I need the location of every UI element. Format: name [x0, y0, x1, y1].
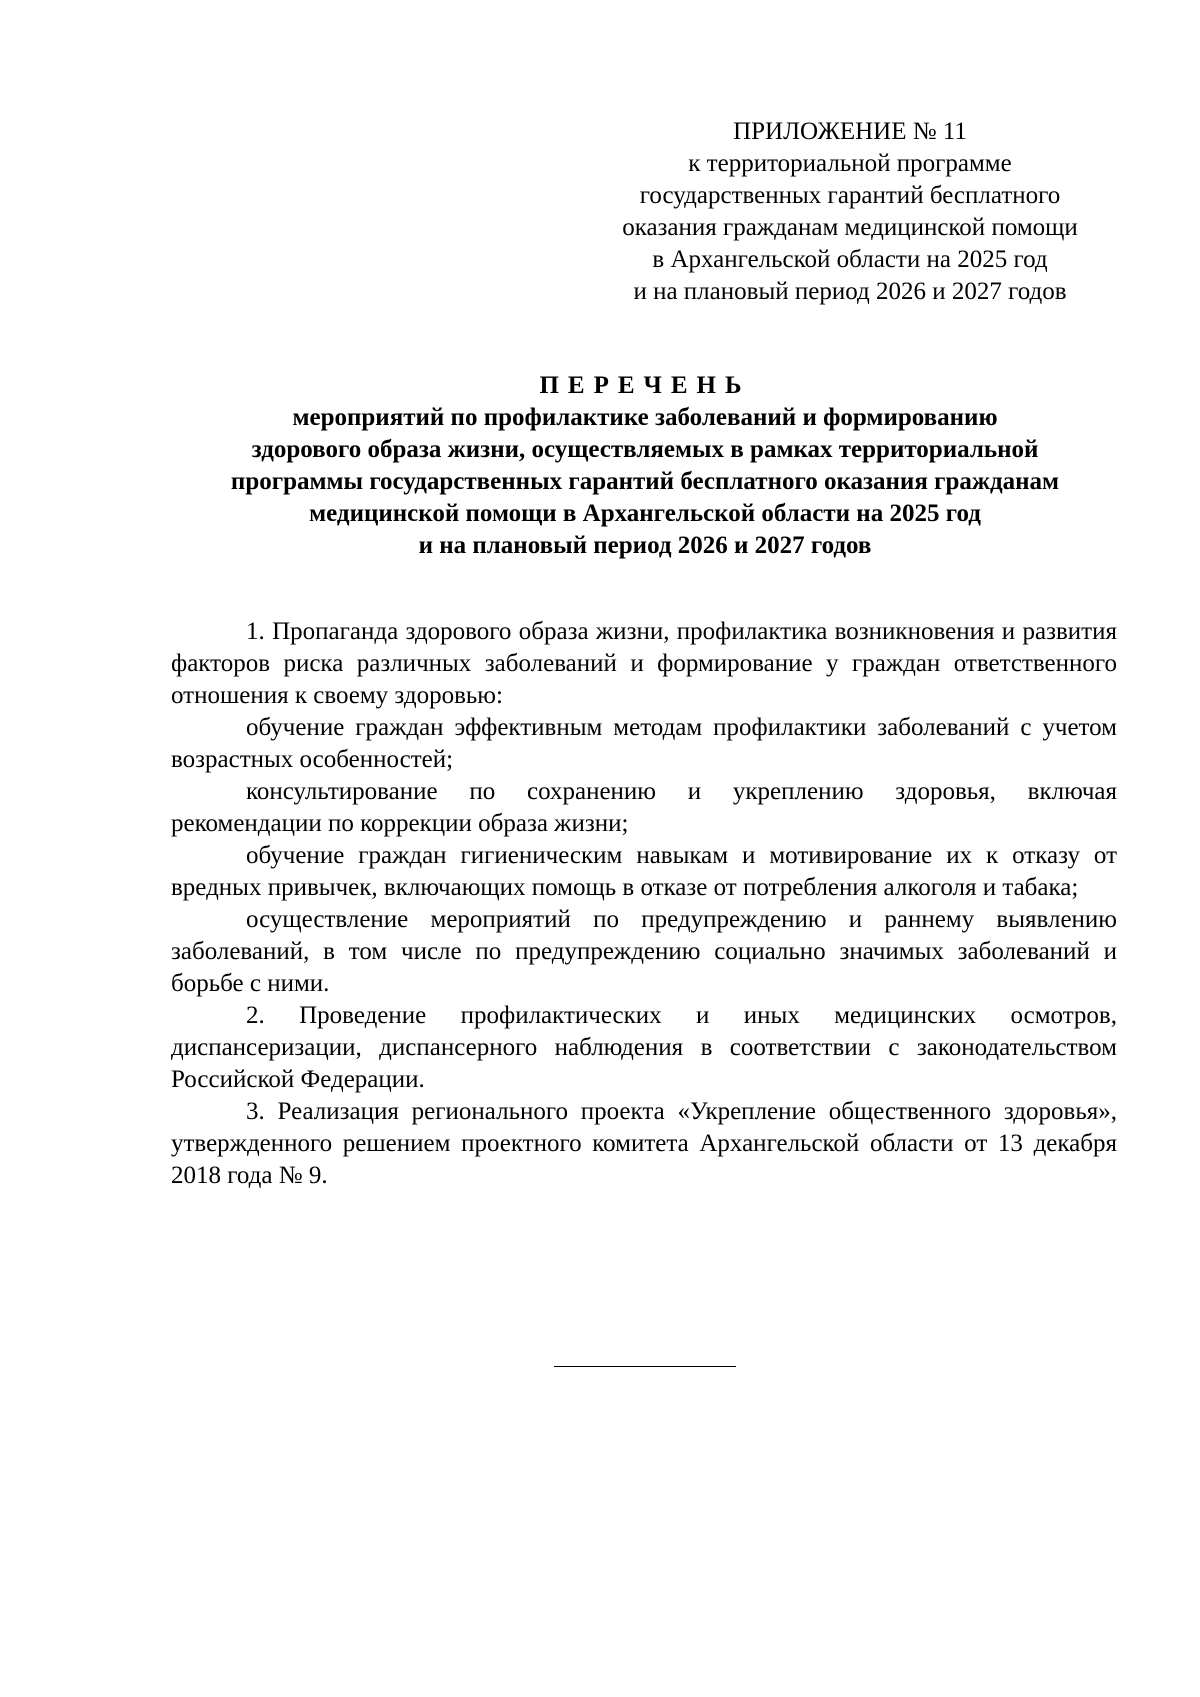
title-line: медицинской помощи в Архангельской области на 2025 год: [309, 500, 981, 527]
body-paragraph: 1. Пропаганда здорового образа жизни, профилактика возникновения и развития факторов риска различных заболеваний и формирование у граждан ответственного отношения к своему здоровью:: [171, 618, 1117, 709]
title-line: программы государственных гарантий бесплатного оказания гражданам: [230, 468, 1060, 495]
appendix-line: к территориальной программе: [688, 150, 1012, 177]
title-line: и на плановый период 2026 и 2027 годов: [418, 532, 872, 559]
body-paragraph: 2. Проведение профилактических и иных медицинских осмотров, диспансеризации, диспансерного наблюдения в соответствии с законодательством Российской Федерации.: [171, 1002, 1117, 1093]
body-paragraph: обучение граждан эффективным методам профилактики заболеваний с учетом возрастных особенностей;: [171, 714, 1117, 773]
title-line: мероприятий по профилактике заболеваний и формированию: [292, 404, 998, 431]
body-paragraph: 3. Реализация регионального проекта «Укрепление общественного здоровья», утвержденного решением проектного комитета Архангельской области от 13 декабря 2018 года № 9.: [171, 1098, 1117, 1189]
document-title: [160, 370, 1130, 562]
title-heading: ПЕРЕЧЕНЬ: [539, 372, 751, 399]
body-paragraph: консультирование по сохранению и укреплению здоровья, включая рекомендации по коррекции образа жизни;: [171, 778, 1117, 837]
appendix-line: в Архангельской области на 2025 год: [652, 246, 1048, 273]
document-body: [171, 616, 1117, 1192]
body-paragraph: осуществление мероприятий по предупреждению и раннему выявлению заболеваний, в том числе по предупреждению социально значимых заболеваний и борьбе с ними.: [171, 906, 1117, 997]
title-line: здорового образа жизни, осуществляемых в рамках территориальной: [251, 436, 1039, 463]
appendix-line: государственных гарантий бесплатного: [639, 182, 1061, 209]
appendix-header: [590, 116, 1110, 308]
appendix-line: оказания гражданам медицинской помощи: [622, 214, 1078, 241]
body-paragraph: обучение граждан гигиеническим навыкам и мотивирование их к отказу от вредных привычек, включающих помощь в отказе от потребления алкоголя и табака;: [171, 842, 1117, 901]
appendix-number: ПРИЛОЖЕНИЕ № 11: [733, 118, 967, 145]
end-separator-line: [554, 1366, 736, 1367]
appendix-line: и на плановый период 2026 и 2027 годов: [633, 278, 1067, 305]
